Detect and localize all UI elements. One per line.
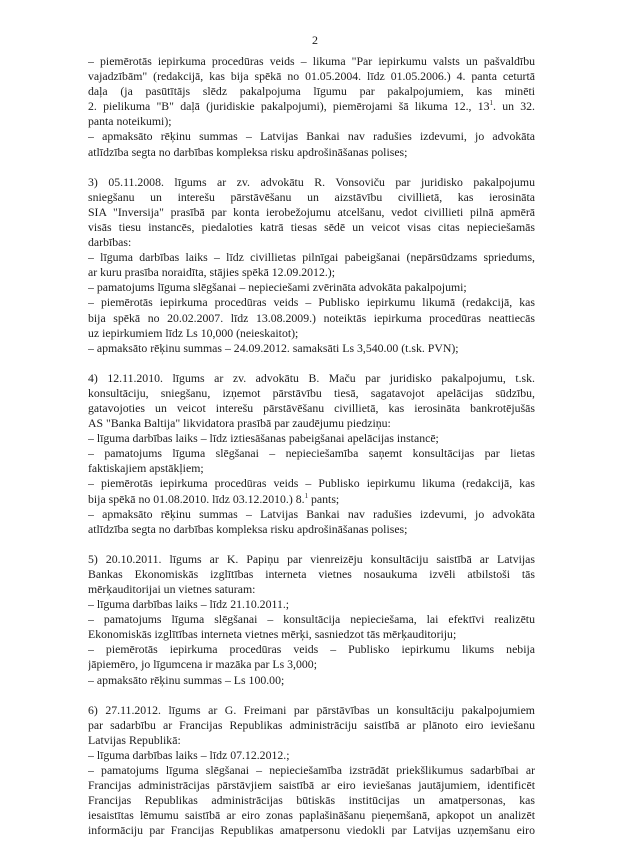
superscript: 1 bbox=[489, 99, 494, 108]
text-line bbox=[88, 205, 535, 220]
text-line bbox=[88, 250, 535, 265]
line-text: atlīdzība segta no darbības kompleksa risku apdrošināšanas polises; bbox=[88, 144, 408, 159]
text-line bbox=[88, 642, 535, 657]
line-text: Francijas Republikas administrācijas būtiskās institūcijas un amatpersonas, kas bbox=[88, 793, 535, 808]
text-line bbox=[88, 763, 535, 778]
text-line bbox=[88, 461, 535, 476]
line-text: informāciju par Francijas Republikas amatpersonu viedokli par Latvijas uzņemšanu eiro bbox=[88, 823, 535, 838]
paragraph-2 bbox=[88, 175, 535, 356]
line-text: sniegšanu un interešu pārstāvēšanu un aizstāvību civillietā, kas ierosināta bbox=[88, 189, 535, 204]
text-line bbox=[88, 793, 535, 808]
line-text: ar kuru prasība noraidīta, stājies spēkā 12.09.2012.); bbox=[88, 265, 336, 280]
line-text: 6) 27.11.2012. līgums ar G. Freimani par pārstāvības un konsultāciju pakalpojumiem bbox=[88, 702, 535, 717]
line-text: faktiskajiem apstākļiem; bbox=[88, 461, 204, 476]
text-line bbox=[88, 582, 535, 597]
line-text: 4) 12.11.2010. līgums ar zv. advokātu B. Maču par juridisko pakalpojumu, t.sk. bbox=[88, 370, 535, 385]
text-line bbox=[88, 54, 535, 69]
paragraph-4 bbox=[88, 552, 535, 688]
line-text: bija spēkā no 20.02.2007. līdz 13.08.2009.) noteiktās iepirkuma procedūras neattiecās bbox=[88, 310, 535, 325]
text-line bbox=[88, 552, 535, 567]
line-text: iesaistītas lēmumu saistībā ar eiro zonas paplašināšanu pieņemšanā, apkopot un analizēt bbox=[88, 808, 535, 823]
line-text: atlīdzība segta no darbības kompleksa risku apdrošināšanas polises; bbox=[88, 521, 408, 536]
line-text: – piemērotās iepirkuma procedūras veids – Publisko iepirkumu likumā (redakcijā, kas bbox=[88, 295, 535, 310]
line-text: daļa (ja pasūtītājs slēdz pakalpojuma līgumu par pakalpojumiem, kas minēti bbox=[88, 84, 535, 99]
paragraph-gap bbox=[88, 688, 535, 703]
line-text: konsultāciju, sniegšanu, izņemot pārstāvību tiesā, sagatavojot apelācijas sūdzību, bbox=[88, 385, 535, 400]
line-text: uz iepirkumiem līdz Ls 10,000 (neieskaitot); bbox=[88, 325, 299, 340]
line-text: panta noteikumi); bbox=[88, 114, 172, 129]
text-line bbox=[88, 492, 535, 507]
line-text: gatavojoties un veicot interešu pārstāvēšanu civillietā, kas ierosināta bankrotējušās bbox=[88, 400, 535, 415]
text-line bbox=[88, 386, 535, 401]
line-text: SIA "Inversija" prasībā par konta ierobežojumu atcelšanu, vedot civillieti pilnā apmērā bbox=[88, 204, 535, 219]
line-text: – līguma darbības laiks – līdz civillietas pilnīgai pabeigšanai (nepārsūdzams spriedums, bbox=[88, 250, 535, 265]
text-line bbox=[88, 175, 535, 190]
superscript: 1 bbox=[304, 491, 309, 500]
document-body bbox=[88, 54, 535, 839]
text-line bbox=[88, 220, 535, 235]
line-text-tail: pants; bbox=[308, 491, 340, 506]
line-text: – piemērotās iepirkuma procedūras veids – Publisko iepirkumu likums nebija bbox=[88, 642, 535, 657]
text-line bbox=[88, 114, 535, 129]
text-line bbox=[88, 295, 535, 310]
text-line bbox=[88, 703, 535, 718]
line-text: darbības: bbox=[88, 235, 132, 250]
line-text: – apmaksāto rēķinu summas – Latvijas Bankai nav radušies izdevumi, jo advokāta bbox=[88, 506, 535, 521]
text-line bbox=[88, 401, 535, 416]
line-text: – līguma darbības laiks – līdz 21.10.2011.; bbox=[88, 597, 290, 612]
text-line bbox=[88, 145, 535, 160]
line-text: 5) 20.10.2011. līgums ar K. Papiņu par vienreizēju konsultāciju saistībā ar Latvijas bbox=[88, 551, 535, 566]
line-text: visās tiesu instancēs, piedaloties katrā tiesas sēdē un veicot visas citas nepieciešamās bbox=[88, 219, 535, 234]
paragraph-gap bbox=[88, 160, 535, 175]
text-line bbox=[88, 522, 535, 537]
text-line bbox=[88, 341, 535, 356]
line-text: – pamatojums līguma slēgšanai – nepieciešamība saņemt konsultācijas par lietas bbox=[88, 446, 535, 461]
text-line bbox=[88, 235, 535, 250]
text-line bbox=[88, 190, 535, 205]
paragraph-1 bbox=[88, 54, 535, 160]
line-text: – pamatojums līguma slēgšanai – konsultācija nepieciešama, lai efektīvi realizētu bbox=[88, 612, 535, 627]
text-line bbox=[88, 446, 535, 461]
text-line bbox=[88, 748, 535, 763]
line-text: 2. pielikuma "B" daļā (juridiskie pakalpojumi), piemērojami šā likuma 12., 13 bbox=[88, 99, 490, 114]
line-text: – apmaksāto rēķinu summas – Latvijas Bankai nav radušies izdevumi, jo advokāta bbox=[88, 129, 535, 144]
text-line bbox=[88, 612, 535, 627]
line-text: AS "Banka Baltija" likvidatora prasībā par zaudējumu piedziņu: bbox=[88, 416, 391, 431]
line-text: Bankas Ekonomiskās izglītības interneta vietnes nosaukuma izvēli atbilstoši tās bbox=[88, 566, 535, 581]
text-line bbox=[88, 823, 535, 838]
text-line bbox=[88, 808, 535, 823]
text-line bbox=[88, 733, 535, 748]
line-text: – līguma darbības laiks – līdz iztiesāšanas pabeigšanai apelācijas instancē; bbox=[88, 431, 439, 446]
line-text: jāpiemēro, jo līgumcena ir mazāka par Ls 3,000; bbox=[88, 657, 317, 672]
text-line bbox=[88, 84, 535, 99]
text-line bbox=[88, 311, 535, 326]
text-line bbox=[88, 69, 535, 84]
line-text: – līguma darbības laiks – līdz 07.12.2012.; bbox=[88, 747, 290, 762]
text-line bbox=[88, 280, 535, 295]
text-line bbox=[88, 476, 535, 491]
line-text: Ekonomiskās izglītības interneta vietnes mērķi, sasniedzot tās mērķauditoriju; bbox=[88, 627, 457, 642]
line-text: – piemērotās iepirkuma procedūras veids – Publisko iepirkumu likuma (redakcijā, kas bbox=[88, 476, 535, 491]
line-text: – apmaksāto rēķinu summas – Ls 100.00; bbox=[88, 672, 285, 687]
paragraph-gap bbox=[88, 537, 535, 552]
text-line bbox=[88, 778, 535, 793]
line-text: Francijas administrācijas pārstāvjiem saistībā ar eiro ieviešanas jautājumiem, identificēt bbox=[88, 778, 535, 793]
text-line bbox=[88, 129, 535, 144]
line-text: – pamatojums līguma slēgšanai – nepieciešamība izstrādāt priekšlikumus sadarbībai ar bbox=[88, 763, 535, 778]
text-line bbox=[88, 673, 535, 688]
line-text: – piemērotās iepirkuma procedūras veids – likuma "Par iepirkumu valsts un pašvaldību bbox=[88, 54, 535, 68]
line-text: – apmaksāto rēķinu summas – 24.09.2012. samaksāti Ls 3,540.00 (t.sk. PVN); bbox=[88, 340, 459, 355]
text-line bbox=[88, 416, 535, 431]
text-line bbox=[88, 718, 535, 733]
line-text: par sadarbību ar Francijas Republikas administrāciju saistībā ar plānoto eiro ieviešanu bbox=[88, 717, 535, 732]
text-line bbox=[88, 597, 535, 612]
line-text: – pamatojums līguma slēgšanai – nepieciešami zvērināta advokāta pakalpojumi; bbox=[88, 280, 467, 295]
paragraph-3 bbox=[88, 371, 535, 537]
line-text: Latvijas Republikā: bbox=[88, 732, 181, 747]
text-line bbox=[88, 371, 535, 386]
text-line bbox=[88, 507, 535, 522]
line-text: vajadzībām" (redakcijā, kas bija spēkā no 01.05.2004. līdz 01.05.2006.) 4. panta ceturtā bbox=[88, 69, 535, 84]
line-text: bija spēkā no 01.08.2010. līdz 03.12.2010.) 8. bbox=[88, 491, 305, 506]
text-line bbox=[88, 627, 535, 642]
text-line bbox=[88, 99, 535, 114]
page-number: 2 bbox=[312, 33, 318, 47]
text-line bbox=[88, 265, 535, 280]
text-line bbox=[88, 431, 535, 446]
line-text: 3) 05.11.2008. līgums ar zv. advokātu R. Vonsoviču par juridisko pakalpojumu bbox=[88, 174, 535, 189]
text-line bbox=[88, 657, 535, 672]
text-line bbox=[88, 567, 535, 582]
line-text: mērķauditorijai un vietnes saturam: bbox=[88, 582, 256, 596]
line-text-tail: . un 32. bbox=[493, 99, 535, 114]
paragraph-gap bbox=[88, 356, 535, 371]
text-line bbox=[88, 326, 535, 341]
paragraph-5 bbox=[88, 703, 535, 839]
